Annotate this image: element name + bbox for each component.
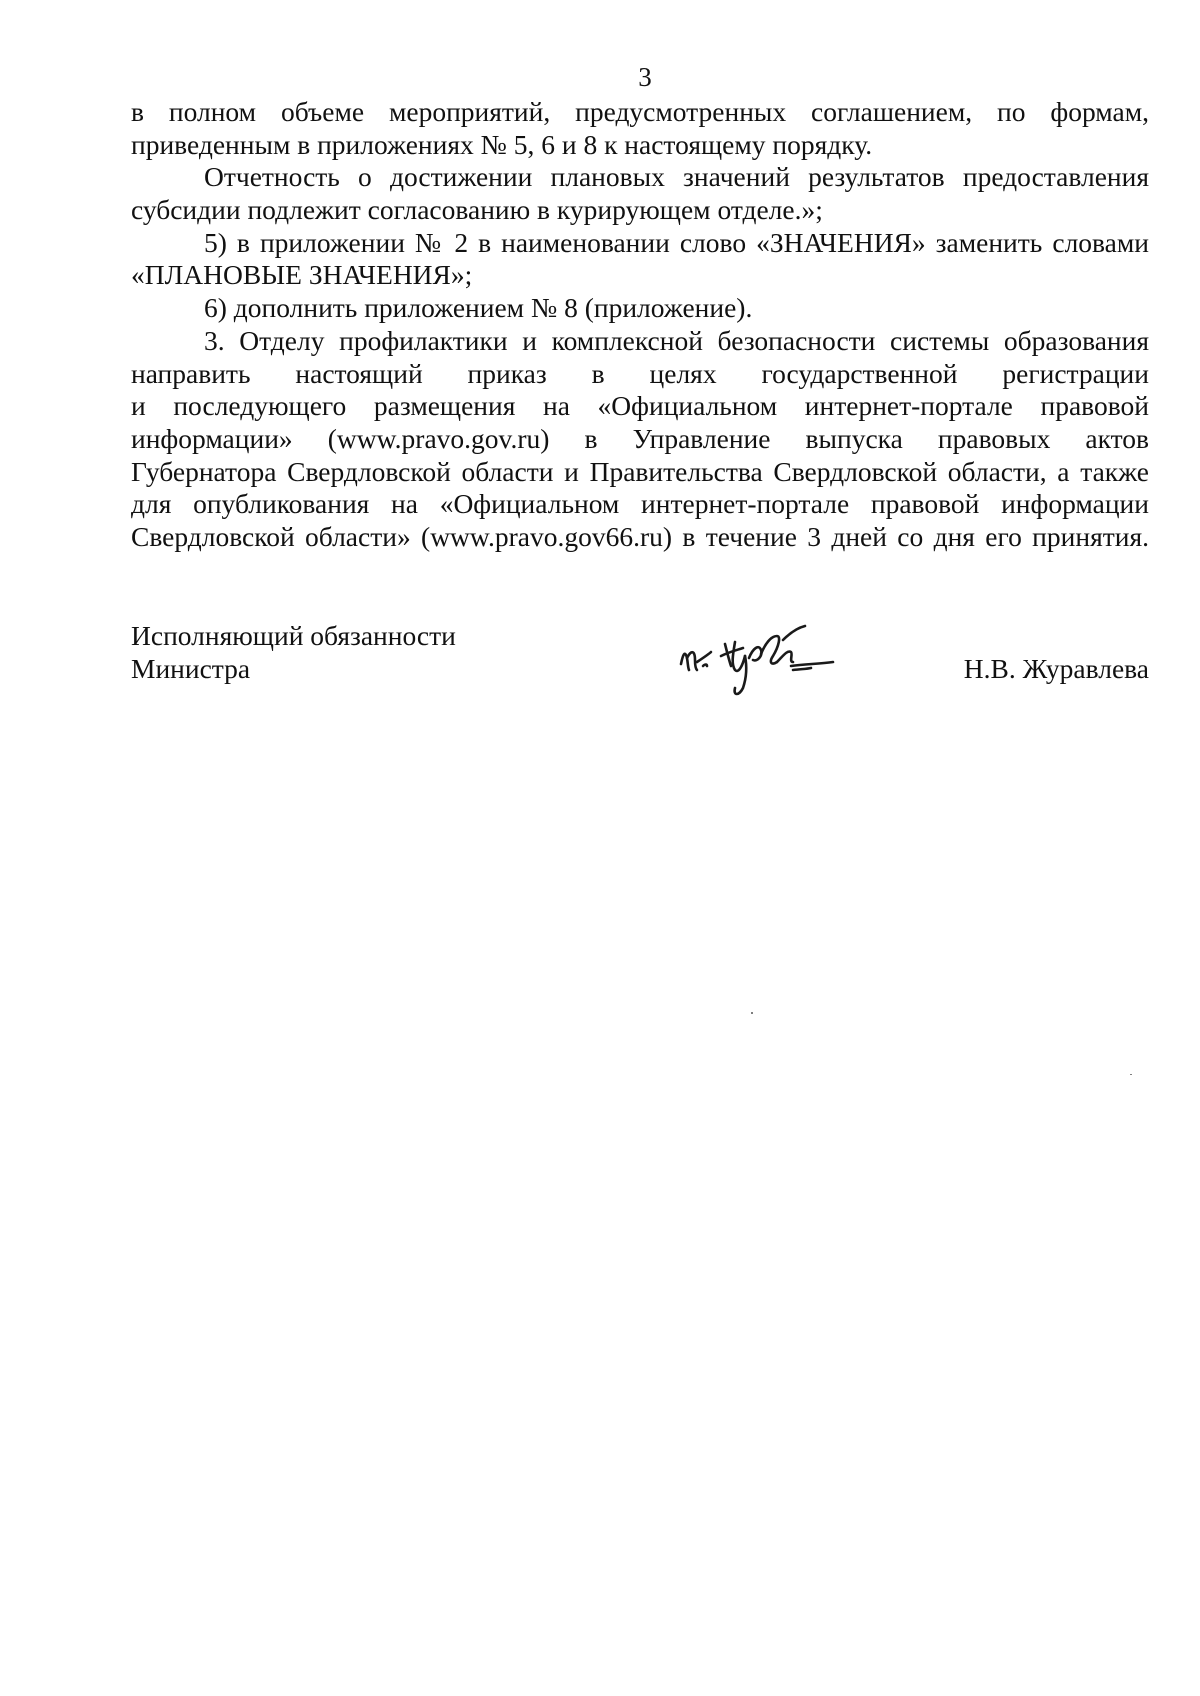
signer-position: [131, 620, 456, 685]
signer-position-line-1: Исполняющий обязанности: [131, 620, 456, 651]
signer-position-line-2: Министра: [131, 652, 251, 684]
body-line: субсидии подлежит согласованию в курирующем отделе.»;: [131, 194, 823, 226]
body-line: направить настоящий приказ в целях государственной регистрации: [131, 357, 1149, 389]
handwritten-signature: [673, 614, 853, 704]
signature-block: [131, 620, 1149, 700]
body-line: Отчетность о достижении плановых значений результатов предоставления: [204, 161, 1149, 193]
signer-name: Н.В. Журавлева: [963, 652, 1149, 684]
body-line: и последующего размещения на «Официальном интернет-портале правовой: [131, 390, 1149, 422]
scan-speck: [1130, 1074, 1132, 1075]
body-line: 3. Отделу профилактики и комплексной безопасности системы образования: [204, 324, 1149, 356]
body-line: 6) дополнить приложением № 8 (приложение).: [204, 292, 753, 324]
body-line: Губернатора Свердловской области и Правительства Свердловской области, а также: [131, 455, 1149, 487]
body-line: для опубликования на «Официальном интернет-портале правовой информации: [131, 488, 1149, 520]
page-number: 3: [638, 62, 652, 92]
body-line: в полном объеме мероприятий, предусмотренных соглашением, по формам,: [131, 96, 1149, 127]
document-body: [131, 96, 1149, 554]
body-line: информации» (www.pravo.gov.ru) в Управление выпуска правовых актов: [131, 422, 1149, 454]
body-line: 5) в приложении № 2 в наименовании слово «ЗНАЧЕНИЯ» заменить словами: [204, 226, 1149, 258]
body-line: Свердловской области» (www.pravo.gov66.ru) в течение 3 дней со дня его принятия.: [131, 520, 1149, 552]
scan-speck: [751, 1012, 753, 1014]
body-line: «ПЛАНОВЫЕ ЗНАЧЕНИЯ»;: [131, 259, 473, 291]
body-line: приведенным в приложениях № 5, 6 и 8 к настоящему порядку.: [131, 128, 873, 160]
